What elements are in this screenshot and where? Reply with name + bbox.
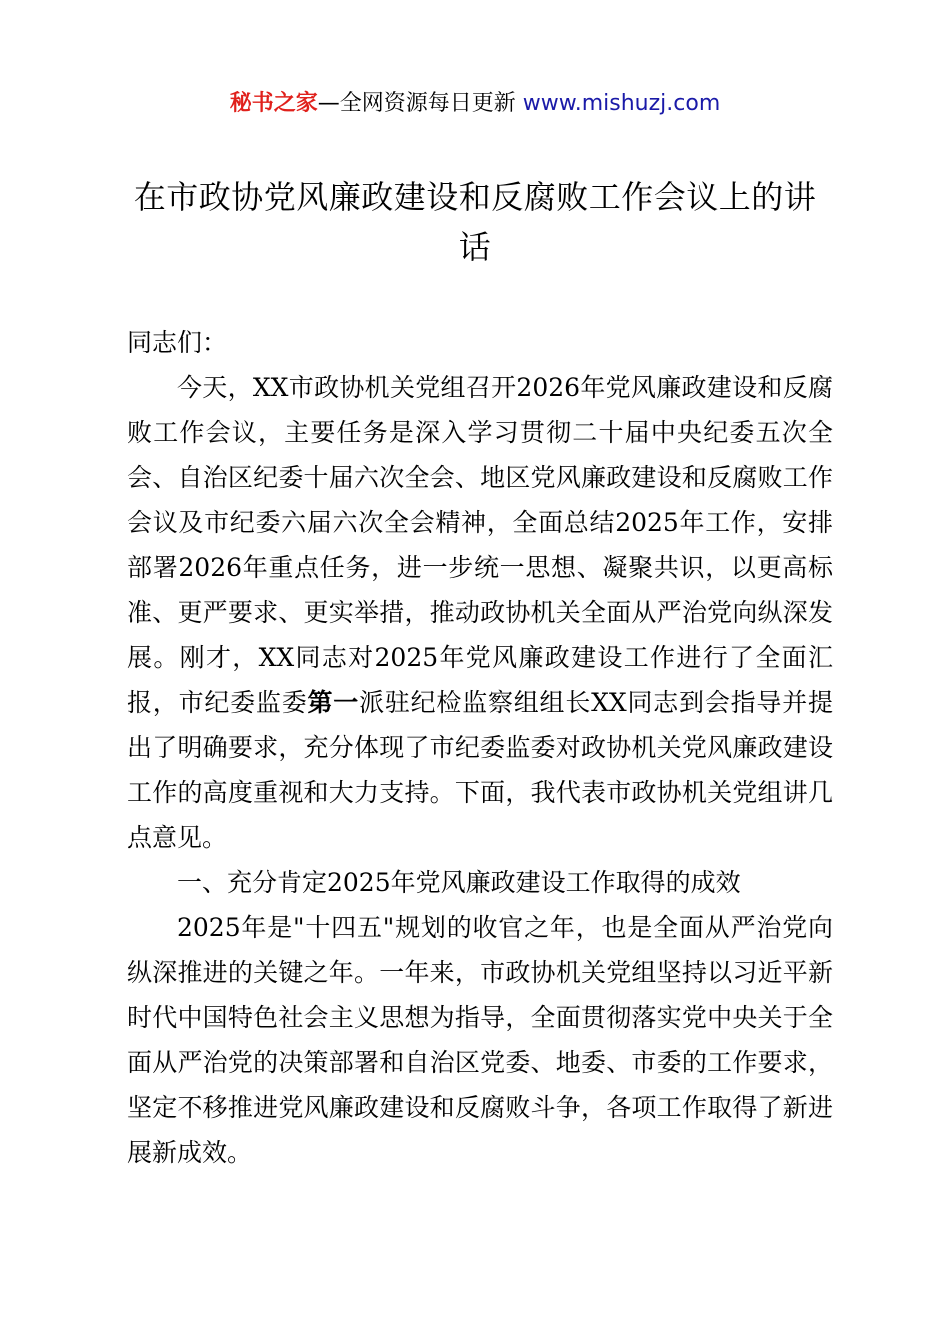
section-heading-1: 一、充分肯定2025年党风廉政建设工作取得的成效 xyxy=(177,868,741,897)
site-header xyxy=(0,86,950,122)
site-url-link[interactable]: www.mishuzj.com xyxy=(522,91,721,116)
document-body xyxy=(127,320,833,1175)
site-slogan: —全网资源每日更新 xyxy=(317,91,516,116)
document-title: 在市政协党风廉政建设和反腐败工作会议上的讲话 xyxy=(133,178,817,266)
paragraph-intro xyxy=(127,365,833,860)
paragraph-achievements: 2025年是"十四五"规划的收官之年，也是全面从严治党向纵深推进的关键之年。一年来，市政协机关党组坚持以习近平新时代中国特色社会主义思想为指导，全面贯彻落实党中央关于全面从严治党的决策部署和自治区党委、地委、市委的工作要求，坚定不移推进党风廉政建设和反腐败斗争，各项工作取得了新进展新成效。 xyxy=(127,913,833,1167)
paragraph-intro-text-a: 今天，XX市政协机关党组召开2026年党风廉政建设和反腐败工作会议，主要任务是深入学习贯彻二十届中央纪委五次全会、自治区纪委十届六次全会、地区党风廉政建设和反腐败工作会议及市纪委六届六次全会精神，全面总结2025年工作，安排部署2026年重点任务，进一步统一思想、凝聚共识，以更高标准、更严要求、更实举措，推动政协机关全面从严治党向纵深发展。刚才，XX同志对2025年党风廉政建设工作进行了全面汇报，市纪委监委 xyxy=(127,373,833,717)
paragraph-intro-bold: 第一 xyxy=(307,688,360,717)
paragraph-intro-text-b: 派驻纪检监察组组长XX同志到会指导并提出了明确要求，充分体现了市纪委监委对政协机关党风廉政建设工作的高度重视和大力支持。下面，我代表市政协机关党组讲几点意见。 xyxy=(127,688,833,852)
site-brand: 秘书之家 xyxy=(229,91,318,116)
salutation: 同志们： xyxy=(127,328,228,357)
